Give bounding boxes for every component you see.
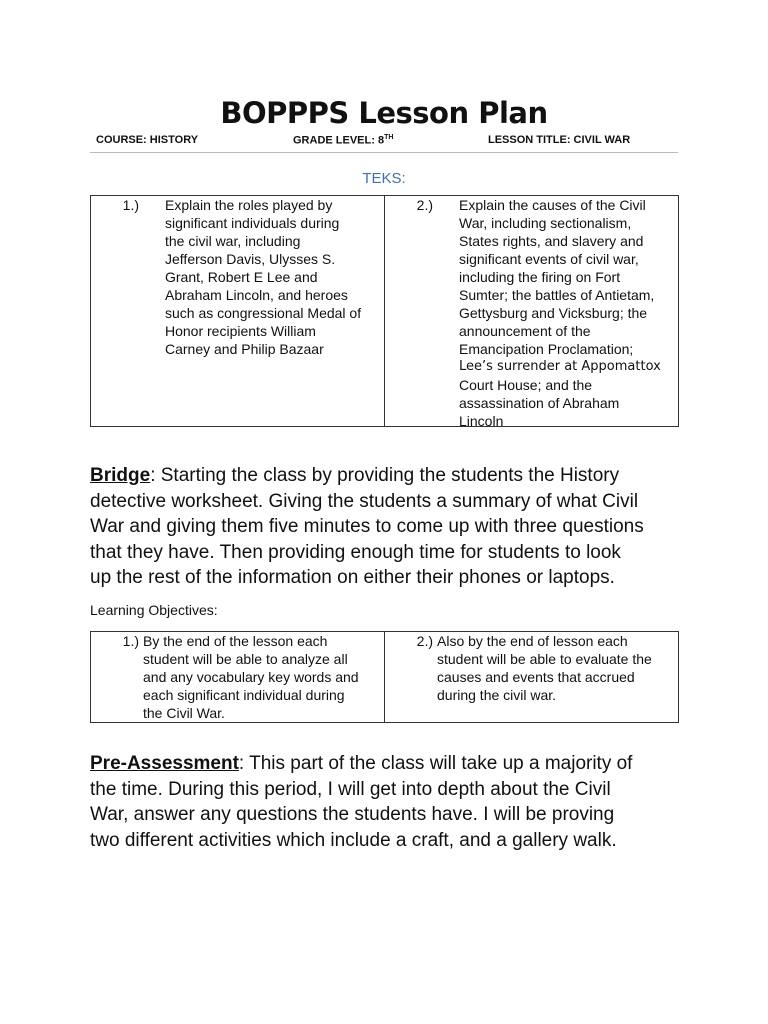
bridge-line	[90, 463, 690, 489]
objective-line: and any vocabulary key words and	[143, 669, 359, 685]
teks-line: States rights, and slavery and	[459, 233, 644, 249]
teks-line: Court House; and the	[459, 377, 593, 393]
pre-assessment-line: the time. During this period, I will get into depth about the Civil	[90, 778, 611, 800]
teks-line: Explain the roles played by	[165, 197, 333, 213]
objective-line: during the civil war.	[437, 687, 557, 703]
teks-line: such as congressional Medal of	[165, 305, 362, 321]
teks-line: War, including sectionalism,	[459, 215, 632, 231]
teks-line: Lincoln	[459, 413, 504, 429]
grade-superscript: TH	[384, 134, 394, 141]
objective-number: 1.)	[122, 633, 139, 649]
teks-line: the civil war, including	[165, 233, 301, 249]
teks-line: significant events of civil war,	[459, 251, 639, 267]
teks-line: Carney and Philip Bazaar	[165, 341, 324, 357]
teks-line: Sumter; the battles of Antietam,	[459, 287, 655, 303]
pre-assessment-line	[90, 751, 690, 777]
pre-assessment-paragraph	[90, 751, 690, 853]
objective-line: student will be able to analyze all	[143, 651, 348, 667]
pre-assessment-label: Pre-Assessment	[90, 753, 239, 774]
header-divider	[90, 152, 678, 153]
bridge-label: Bridge	[90, 465, 151, 486]
teks-line: Honor recipients William	[165, 323, 316, 339]
bridge-paragraph	[90, 463, 690, 591]
grade-text: GRADE LEVEL: 8	[293, 134, 385, 147]
teks-line: Abraham Lincoln, and heroes	[165, 287, 348, 303]
teks-number: 1.)	[122, 197, 139, 213]
teks-line: significant individuals during	[165, 215, 340, 231]
teks-line: Emancipation Proclamation;	[459, 341, 634, 357]
teks-line: assassination of Abraham	[459, 395, 620, 411]
bridge-line: that they have. Then providing enough time for students to look	[90, 541, 621, 563]
bridge-line: detective worksheet. Giving the students a summary of what Civil	[90, 490, 639, 512]
teks-number: 2.)	[416, 197, 433, 213]
objective-line: each significant individual during	[143, 687, 345, 703]
objective-line: Also by the end of lesson each	[437, 633, 628, 649]
learning-objectives-heading: Learning Objectives:	[90, 602, 218, 618]
pre-assessment-text: : This part of the class will take up a majority of	[238, 753, 633, 774]
teks-line: Grant, Robert E Lee and	[165, 269, 318, 285]
teks-line: including the firing on Fort	[459, 269, 621, 285]
teks-line: Explain the causes of the Civil	[459, 197, 646, 213]
bridge-text: : Starting the class by providing the students the History	[150, 465, 620, 486]
teks-table	[90, 195, 679, 427]
objective-cell-2	[385, 632, 679, 723]
objective-line: student will be able to evaluate the	[437, 651, 652, 667]
grade-level-label	[293, 134, 393, 147]
teks-line: Lee’s surrender at Appomattox	[459, 359, 661, 374]
objective-line: causes and events that accrued	[437, 669, 635, 685]
teks-heading: TEKS:	[362, 170, 406, 187]
bridge-line: War and giving them five minutes to come up with three questions	[90, 516, 644, 537]
teks-cell-2	[385, 196, 679, 427]
teks-line: Gettysburg and Vicksburg; the	[459, 305, 648, 321]
objective-number: 2.)	[416, 633, 433, 649]
course-label: COURSE: HISTORY	[96, 134, 199, 146]
teks-line: Jefferson Davis, Ulysses S.	[165, 251, 336, 267]
bridge-line: up the rest of the information on either their phones or laptops.	[90, 567, 615, 588]
teks-cell-1	[91, 196, 385, 427]
lesson-title-label: LESSON TITLE: CIVIL WAR	[488, 134, 631, 146]
pre-assessment-line: two different activities which include a craft, and a gallery walk.	[90, 829, 617, 851]
objective-cell-1	[91, 632, 385, 723]
pre-assessment-line: War, answer any questions the students have. I will be proving	[90, 804, 615, 825]
page-title: BOPPPS Lesson Plan	[220, 96, 548, 130]
teks-line: announcement of the	[459, 323, 591, 339]
objective-line: the Civil War.	[143, 705, 225, 721]
objective-line: By the end of the lesson each	[143, 633, 328, 649]
objectives-table	[90, 631, 679, 723]
